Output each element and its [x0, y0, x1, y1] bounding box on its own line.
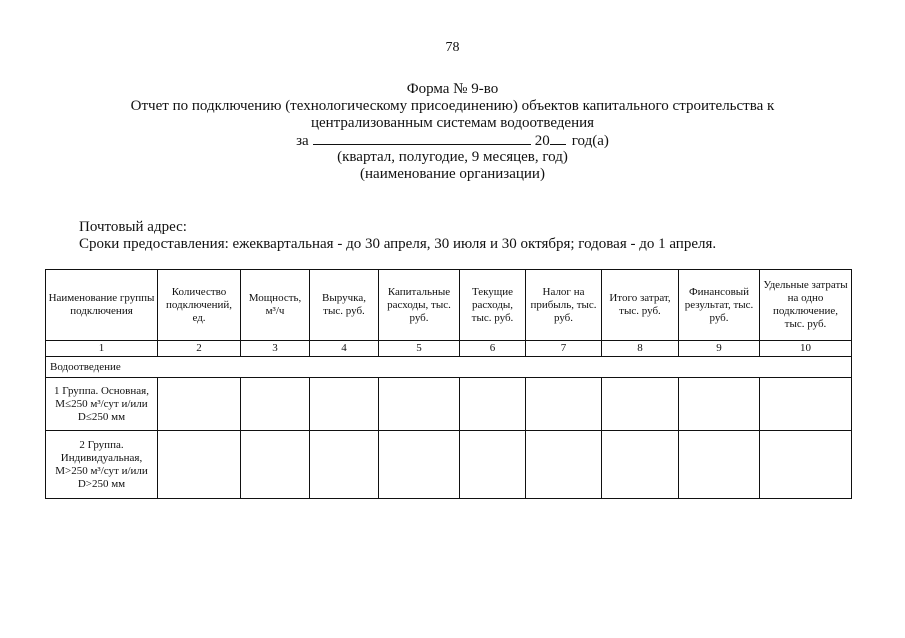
report-title-line1: Отчет по подключению (технологическому присоединению) объектов капитального строительства к: [130, 98, 775, 114]
empty-cell: [526, 431, 602, 499]
group1-line3: D≤250 мм: [77, 410, 126, 423]
column-number: 10: [760, 341, 852, 357]
period-prefix: за: [296, 133, 309, 149]
period-line: [0, 132, 905, 150]
period-hint: (квартал, полугодие, 9 месяцев, год): [337, 149, 568, 165]
header-cell: Удельные затраты на одно подключение, тыс. руб.: [760, 270, 852, 341]
deadlines-text: Сроки предоставления: ежеквартальная - до 30 апреля, 30 июля и 30 октября; годовая - до 1 апреля.: [79, 236, 717, 252]
empty-cell: [241, 431, 310, 499]
header-cell: Выручка, тыс. руб.: [310, 270, 379, 341]
group2-line4: D>250 мм: [77, 477, 126, 490]
empty-cell: [158, 431, 241, 499]
empty-cell: [158, 378, 241, 431]
group2-line3: M>250 м³/сут и/или: [55, 464, 148, 477]
header-cell: Капитальные расходы, тыс. руб.: [379, 270, 460, 341]
header-cell: Итого затрат, тыс. руб.: [602, 270, 679, 341]
header-cell: Текущие расходы, тыс. руб.: [460, 270, 526, 341]
header-cell: Наименование группы подключения: [46, 270, 158, 341]
header-cell: Финансовый результат, тыс. руб.: [679, 270, 760, 341]
empty-cell: [310, 378, 379, 431]
header-cell: Мощность, м³/ч: [241, 270, 310, 341]
empty-cell: [379, 378, 460, 431]
empty-cell: [760, 431, 852, 499]
empty-cell: [241, 378, 310, 431]
postal-address-label: Почтовый адрес:: [79, 219, 187, 235]
column-number: 7: [526, 341, 602, 357]
page-number: 78: [445, 40, 460, 55]
org-hint: (наименование организации): [360, 166, 545, 182]
column-number: 6: [460, 341, 526, 357]
empty-cell: [460, 378, 526, 431]
section-label: Водоотведение: [46, 357, 852, 378]
header-row: [46, 270, 852, 341]
column-number: 4: [310, 341, 379, 357]
group2-line2: Индивидуальная,: [60, 451, 143, 464]
empty-cell: [760, 378, 852, 431]
empty-cell: [379, 431, 460, 499]
year-blank-field: [550, 132, 566, 145]
header-cell: Налог на прибыль, тыс. руб.: [526, 270, 602, 341]
header-cell: Количество подключений, ед.: [158, 270, 241, 341]
empty-cell: [679, 378, 760, 431]
table-row: [46, 378, 852, 431]
empty-cell: [310, 431, 379, 499]
group1-line2: M≤250 м³/сут и/или: [55, 397, 148, 410]
report-table: [45, 269, 852, 499]
period-blank-field: [313, 132, 531, 145]
group1-line1: 1 Группа. Основная,: [54, 384, 149, 397]
empty-cell: [526, 378, 602, 431]
table-row: [46, 431, 852, 499]
group-name-cell: [46, 431, 158, 499]
column-number: 1: [46, 341, 158, 357]
empty-cell: [679, 431, 760, 499]
form-title: Форма № 9-во: [406, 81, 499, 97]
column-number: 8: [602, 341, 679, 357]
report-title-line2: централизованным системам водоотведения: [310, 115, 595, 131]
group2-line1: 2 Группа.: [79, 438, 124, 451]
period-year-suffix: год(а): [571, 133, 609, 149]
empty-cell: [602, 431, 679, 499]
column-number: 3: [241, 341, 310, 357]
section-row: [46, 357, 852, 378]
column-number: 2: [158, 341, 241, 357]
empty-cell: [460, 431, 526, 499]
report-title: [0, 98, 905, 132]
empty-cell: [602, 378, 679, 431]
column-number: 5: [379, 341, 460, 357]
group-name-cell: [46, 378, 158, 431]
column-number-row: [46, 341, 852, 357]
column-number: 9: [679, 341, 760, 357]
period-year-prefix: 20: [534, 133, 550, 149]
